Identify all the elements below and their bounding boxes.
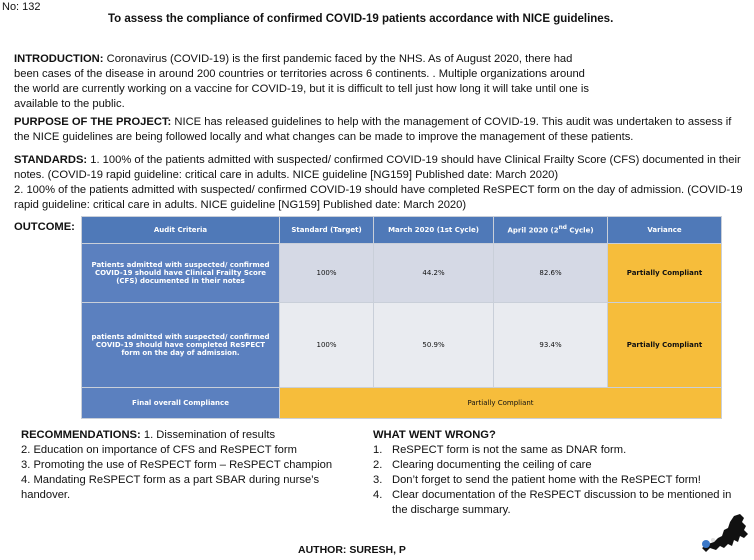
recommendation-item: 2. Education on importance of CFS and ReSPECT form [21,444,297,456]
table-row [82,303,722,388]
march-cell: 44.2% [374,244,494,303]
list-item [373,473,733,488]
standards-label: STANDARDS: [14,154,88,166]
poster-number: No: 132 [2,1,41,13]
standard-cell: 100% [280,303,374,388]
purpose-text: NICE has released guidelines to help with the management of COVID-19. This audit was undertaken to assess if the NICE guidelines are being followed locally and what changes can be made to improve the management of these patients. [14,116,732,143]
list-item-text: Clearing documenting the ceiling of care [392,459,592,471]
list-item-number: 2. [373,459,383,471]
page-title: To assess the compliance of confirmed COVID-19 patients accordance with NICE guidelines. [108,13,614,25]
recommendations-label: RECOMMENDATIONS: [21,429,141,441]
list-item-text: ReSPECT form is not the same as DNAR form. [392,444,627,456]
audit-results-table [81,216,722,419]
table-row [82,244,722,303]
list-item-number: 4. [373,489,383,501]
purpose-section [14,115,744,145]
what-went-wrong-list [373,443,733,518]
criteria-cell: patients admitted with suspected/ confirmed COVID-19 should have completed ReSPECT form on the day of admission. [82,303,280,388]
standards-text-1: 1. 100% of the patients admitted with suspected/ confirmed COVID-19 should have Clinical Frailty Score (CFS) documented in their notes. (COVID-19 rapid guideline: critical care in adults. NICE guideline [NG159] Published date: March 2020) [14,154,741,181]
header-march-cycle: March 2020 (1st Cycle) [374,217,494,244]
variance-cell: Partially Compliant [608,303,722,388]
list-item [373,458,733,473]
header-april-cycle [494,217,608,244]
what-went-wrong-label: WHAT WENT WRONG? [373,429,496,441]
list-item-number: 1. [373,444,383,456]
map-icon [694,512,750,554]
recommendations-section [21,428,351,503]
recommendation-item: 3. Promoting the use of ReSPECT form – ReSPECT champion [21,459,333,471]
standard-cell: 100% [280,244,374,303]
author-credit: AUTHOR: SURESH, P [298,544,406,556]
introduction-section [14,52,594,112]
final-compliance-row [82,388,722,419]
list-item [373,443,733,458]
final-compliance-label: Final overall Compliance [82,388,280,419]
list-item-text: Don’t forget to send the patient home with the ReSPECT form! [392,474,701,486]
list-item-number: 3. [373,474,383,486]
introduction-text: Coronavirus (COVID-19) is the first pandemic faced by the NHS. As of August 2020, there had been cases of the disease in around 200 countries or territories across 6 continents. . Multiple organizations around the world are currently working on a vaccine for COVID-19, but it is difficult to tell just how long it will take until one is available to the public. [14,53,589,110]
header-april-text: April 2020 (2 [507,226,559,235]
header-april-suffix: Cycle) [566,226,594,235]
list-item [373,488,733,518]
april-cell: 82.6% [494,244,608,303]
header-standard: Standard (Target) [280,217,374,244]
outcome-label: OUTCOME: [14,221,75,233]
march-cell: 50.9% [374,303,494,388]
header-april-superscript: nd [558,225,567,232]
criteria-cell: Patients admitted with suspected/ confirmed COVID-19 should have Clinical Frailty Score (CFS) documented in their notes [82,244,280,303]
list-item-text: Clear documentation of the ReSPECT discussion to be mentioned in the discharge summary. [392,489,732,516]
what-went-wrong-section [373,428,733,518]
table-header-row [82,217,722,244]
standards-section [14,153,744,213]
introduction-label: INTRODUCTION: [14,53,104,65]
april-cell: 93.4% [494,303,608,388]
recommendation-item: 4. Mandating ReSPECT form as a part SBAR during nurse’s handover. [21,474,320,501]
final-compliance-value: Partially Compliant [280,388,722,419]
header-audit-criteria: Audit Criteria [82,217,280,244]
header-variance: Variance [608,217,722,244]
variance-cell: Partially Compliant [608,244,722,303]
standards-text-2: 2. 100% of the patients admitted with suspected/ confirmed COVID-19 should have completed ReSPECT form on the day of admission. (COVID-19 rapid guideline: critical care in adults. NICE guideline [NG159] Published date: March 2020) [14,184,743,211]
purpose-label: PURPOSE OF THE PROJECT: [14,116,172,128]
recommendations-heading [21,428,351,443]
recommendation-item: 1. Dissemination of results [140,429,276,441]
